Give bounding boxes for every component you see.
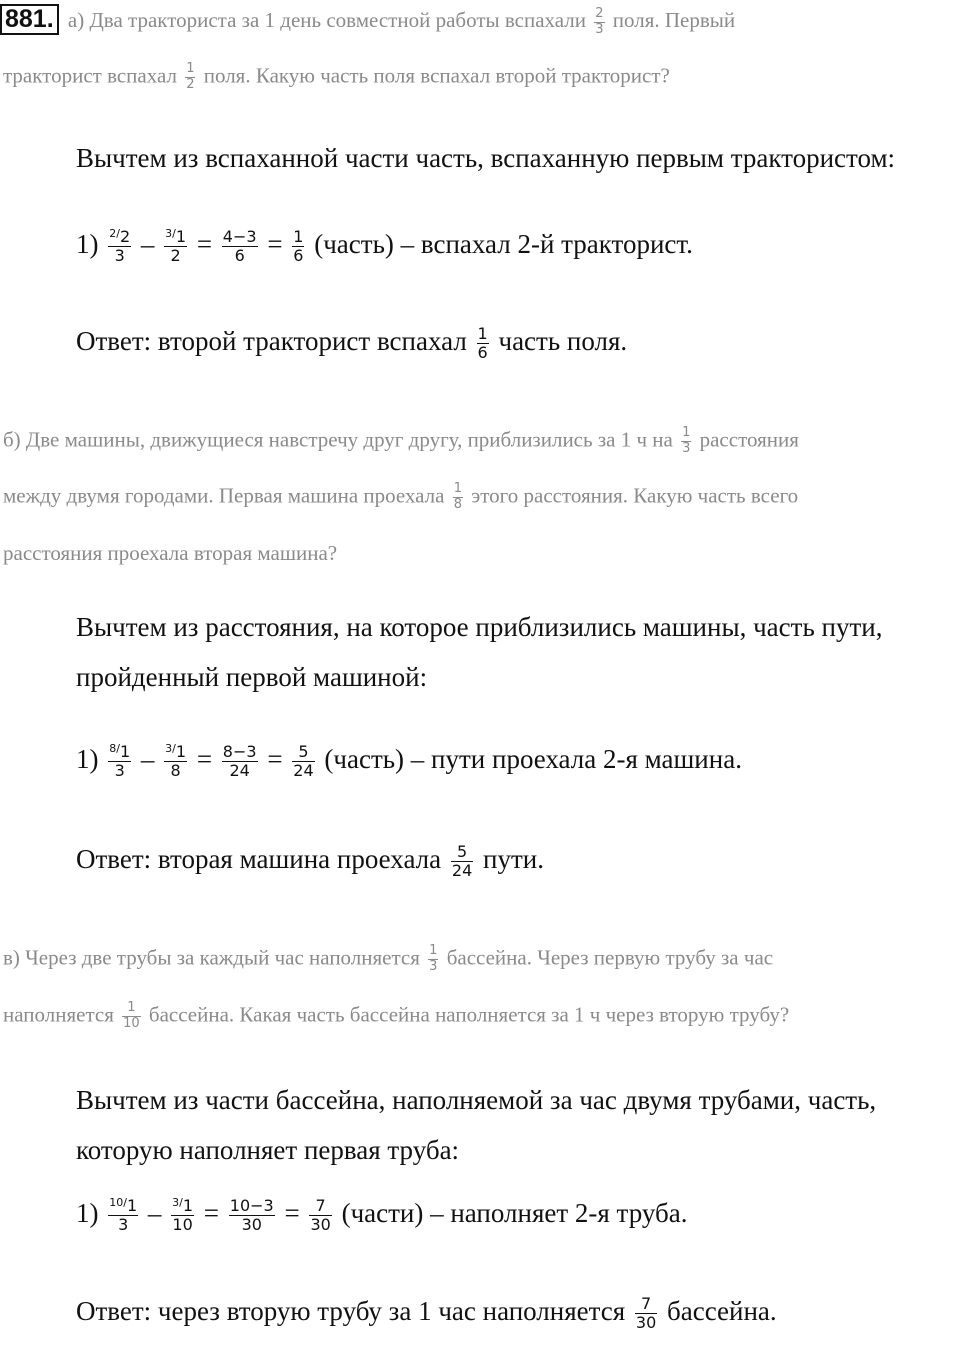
task-text: а) Два тракториста за 1 день совместной работы вспахали: [67, 8, 586, 32]
operator: =: [196, 744, 213, 775]
task-b-line-3: расстояния проехала вторая машина?: [3, 541, 338, 565]
fraction: $\frac{4-3}{6}$: [222, 227, 257, 266]
fraction: $\frac{1}{10}$: [123, 1000, 140, 1031]
fraction: $\frac{5}{24}$: [293, 742, 314, 781]
task-text: б) Две машины, движущиеся навстречу друг другу, приблизились за 1 ч на: [3, 427, 673, 452]
task-text: тракторист вспахал: [3, 63, 177, 88]
fraction: $\frac{1}{3}$: [682, 425, 691, 456]
step-text: (части) – наполняет 2-я труба.: [341, 1198, 688, 1229]
fraction: $\frac{8-3}{24}$: [222, 742, 257, 781]
fraction: $\frac{^{3/}1}{8}$: [165, 742, 187, 781]
task-c-line-1: [3, 944, 773, 975]
solution-c-step-1: [76, 1197, 687, 1235]
answer-c: Ответ: через вторую трубу за 1 час наполняется $\frac{7}{30}$ бассейна.: [76, 1294, 777, 1333]
step-text: (часть) – вспахал 2-й тракторист.: [314, 229, 693, 260]
operator: –: [140, 744, 155, 775]
task-text: наполняется: [3, 1002, 114, 1027]
task-c-line-2: [3, 1001, 789, 1032]
task-text: в) Через две трубы за каждый час наполняется: [3, 945, 420, 970]
solution-a-step-1: [76, 228, 693, 266]
solution-b-text-1: Вычтем из расстояния, на которое приблизились машины, часть пути,: [76, 612, 883, 642]
fraction: $\frac{^{3/}1}{2}$: [165, 227, 187, 266]
task-b-line-1: [3, 426, 799, 457]
fraction: $\frac{10-3}{30}$: [229, 1196, 274, 1235]
task-text: этого расстояния. Какую часть всего: [471, 483, 799, 508]
operator: =: [267, 744, 283, 775]
solution-b-step-1: [76, 743, 742, 781]
solution-a-text: Вычтем из вспаханной части часть, вспаханную первым трактористом:: [76, 143, 896, 173]
solution-b-text-2: пройденный первой машиной:: [76, 662, 428, 692]
task-text: бассейна. Через первую трубу за час: [446, 945, 774, 970]
step-text: (часть) – пути проехала 2-я машина.: [324, 744, 742, 775]
step-label: 1): [76, 229, 99, 260]
fraction: $\frac{7}{30}$: [635, 1294, 657, 1333]
fraction: $\frac{^{2/}2}{3}$: [109, 227, 131, 266]
fraction: $\frac{1}{6}$: [293, 227, 304, 266]
step-label: 1): [76, 1198, 99, 1229]
solution-c-text-1: Вычтем из части бассейна, наполняемой за час двумя трубами, часть,: [76, 1085, 877, 1115]
task-text: бассейна. Какая часть бассейна наполняется за 1 ч через вторую трубу?: [148, 1002, 790, 1027]
fraction: $\frac{^{10/}1}{3}$: [109, 1196, 138, 1235]
fraction: $\frac{1}{8}$: [453, 481, 463, 512]
task-text: между двумя городами. Первая машина проехала: [3, 483, 445, 508]
task-text: поля. Первый: [612, 8, 736, 32]
answer-b: Ответ: вторая машина проехала $\frac{5}{24}$ пути.: [76, 842, 544, 881]
operator: =: [284, 1198, 300, 1229]
task-b-line-2: [3, 482, 798, 513]
step-label: 1): [76, 744, 99, 775]
fraction: $\frac{2}{3}$: [595, 5, 604, 37]
operator: =: [267, 229, 283, 260]
fraction: $\frac{1}{3}$: [429, 943, 438, 974]
problem-number: 881.: [0, 4, 59, 35]
fraction: $\frac{5}{24}$: [451, 842, 473, 881]
operator: =: [196, 229, 213, 260]
task-text: поля. Какую часть поля вспахал второй тракторист?: [203, 63, 670, 88]
operator: –: [140, 229, 155, 260]
task-a-line-2: [3, 62, 670, 93]
fraction: $\frac{7}{30}$: [310, 1196, 331, 1235]
operator: =: [203, 1198, 220, 1229]
fraction: $\frac{1}{6}$: [477, 324, 488, 363]
answer-a: Ответ: второй тракторист вспахал $\frac{1}{6}$ часть поля.: [76, 324, 628, 363]
solution-c-text-2: которую наполняет первая труба:: [76, 1135, 460, 1165]
operator: –: [147, 1198, 162, 1229]
fraction: $\frac{1}{2}$: [186, 61, 195, 92]
task-a-line-1: [0, 4, 735, 38]
fraction: $\frac{^{3/}1}{10}$: [172, 1196, 194, 1235]
fraction: $\frac{^{8/}1}{3}$: [109, 742, 131, 781]
task-text: расстояния: [699, 427, 799, 452]
